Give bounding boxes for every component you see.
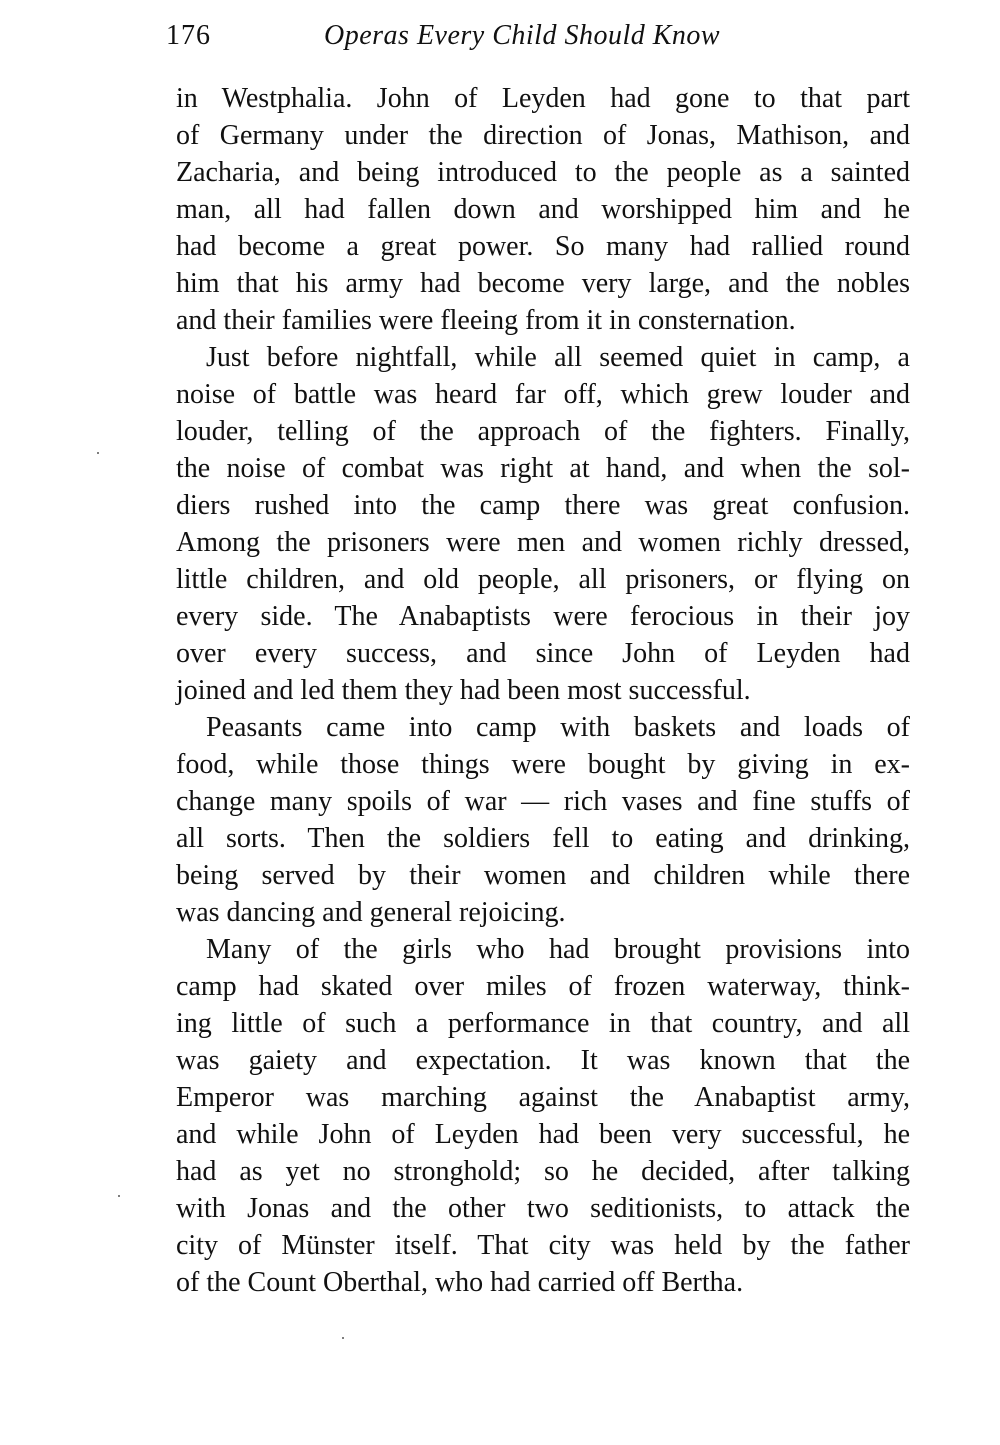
page-number: 176 [166,20,211,51]
text-line: and while John of Leyden had been very successful, he [176,1119,910,1150]
text-line: with Jonas and the other two seditionists, to attack the [176,1193,910,1224]
text-line: had as yet no stronghold; so he decided, after talking [176,1156,910,1187]
text-line: being served by their women and children while there [176,860,910,891]
scan-speck [97,452,99,454]
text-line: all sorts. Then the soldiers fell to eating and drinking, [176,823,910,854]
scan-speck [118,1195,120,1197]
text-line: joined and led them they had been most successful. [176,675,751,706]
text-line: Among the prisoners were men and women richly dressed, [176,527,910,558]
text-line: ing little of such a performance in that country, and all [176,1008,910,1039]
text-line: Many of the girls who had brought provisions into [206,934,910,965]
paragraph [176,709,910,931]
page-header [166,20,926,60]
scan-speck [342,1337,344,1339]
paragraph [176,80,910,339]
text-line: change many spoils of war — rich vases and fine stuffs of [176,786,910,817]
text-line: city of Münster itself. That city was held by the father [176,1230,910,1261]
body-text [176,80,910,1301]
text-line: Peasants came into camp with baskets and loads of [206,712,910,743]
text-line: camp had skated over miles of frozen waterway, think- [176,971,910,1002]
text-line: over every success, and since John of Leyden had [176,638,910,669]
text-line: had become a great power. So many had rallied round [176,231,910,262]
text-line: of the Count Oberthal, who had carried off Bertha. [176,1267,744,1298]
running-title: Operas Every Child Should Know [324,20,721,51]
text-line: diers rushed into the camp there was great confusion. [176,490,910,521]
text-line: the noise of combat was right at hand, and when the sol- [176,453,910,484]
text-line: Zacharia, and being introduced to the people as a sainted [176,157,910,188]
text-line: of Germany under the direction of Jonas, Mathison, and [176,120,910,151]
paragraph [176,931,910,1301]
text-line: noise of battle was heard far off, which grew louder and [176,379,910,410]
text-line: was dancing and general rejoicing. [176,897,566,928]
text-line: and their families were fleeing from it in consternation. [176,305,796,336]
text-line: little children, and old people, all prisoners, or flying on [176,564,910,595]
text-line: was gaiety and expectation. It was known that the [176,1045,910,1076]
text-line: in Westphalia. John of Leyden had gone to that part [176,83,910,114]
paragraph [176,339,910,709]
text-line: food, while those things were bought by giving in ex- [176,749,910,780]
text-line: every side. The Anabaptists were ferocious in their joy [176,601,910,632]
text-line: him that his army had become very large, and the nobles [176,268,910,299]
text-line: louder, telling of the approach of the fighters. Finally, [176,416,910,447]
text-line: Emperor was marching against the Anabaptist army, [176,1082,910,1113]
text-line: man, all had fallen down and worshipped him and he [176,194,910,225]
text-line: Just before nightfall, while all seemed quiet in camp, a [206,342,910,373]
